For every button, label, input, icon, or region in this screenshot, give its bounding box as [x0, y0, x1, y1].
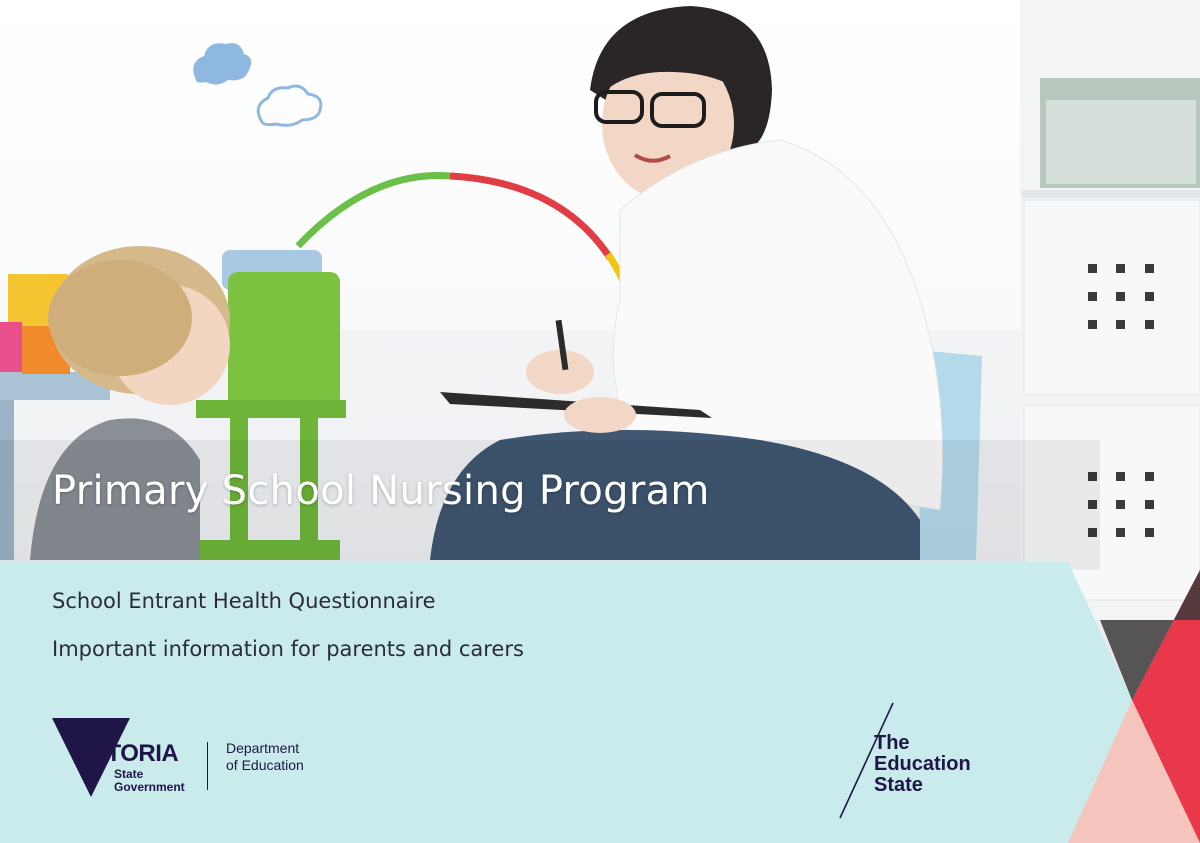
tagline-line-1: The [874, 732, 910, 754]
basket-mesh [1046, 100, 1196, 184]
chair-back-green [228, 272, 340, 410]
info-text: Important information for parents and carers [52, 637, 524, 661]
block-pink [0, 322, 22, 372]
questionnaire-title: School Entrant Health Questionnaire [52, 589, 436, 613]
education-state-tagline [874, 733, 971, 796]
tagline-line-3: State [874, 774, 923, 796]
cabinet-door-1 [1024, 200, 1200, 395]
state-government-label [114, 768, 185, 794]
hero-title: Primary School Nursing Program [52, 468, 710, 514]
woman-hand [526, 350, 594, 394]
victoria-wordmark: VICTORIA [68, 740, 179, 767]
government-label: Government [114, 780, 185, 794]
department-line-1: Department [226, 740, 300, 756]
department-line-2: of Education [226, 757, 304, 773]
department-label [226, 740, 304, 774]
victoria-logo [52, 718, 202, 800]
logo-divider [207, 742, 208, 790]
tagline-line-2: Education [874, 753, 971, 775]
state-label: State [114, 767, 144, 781]
